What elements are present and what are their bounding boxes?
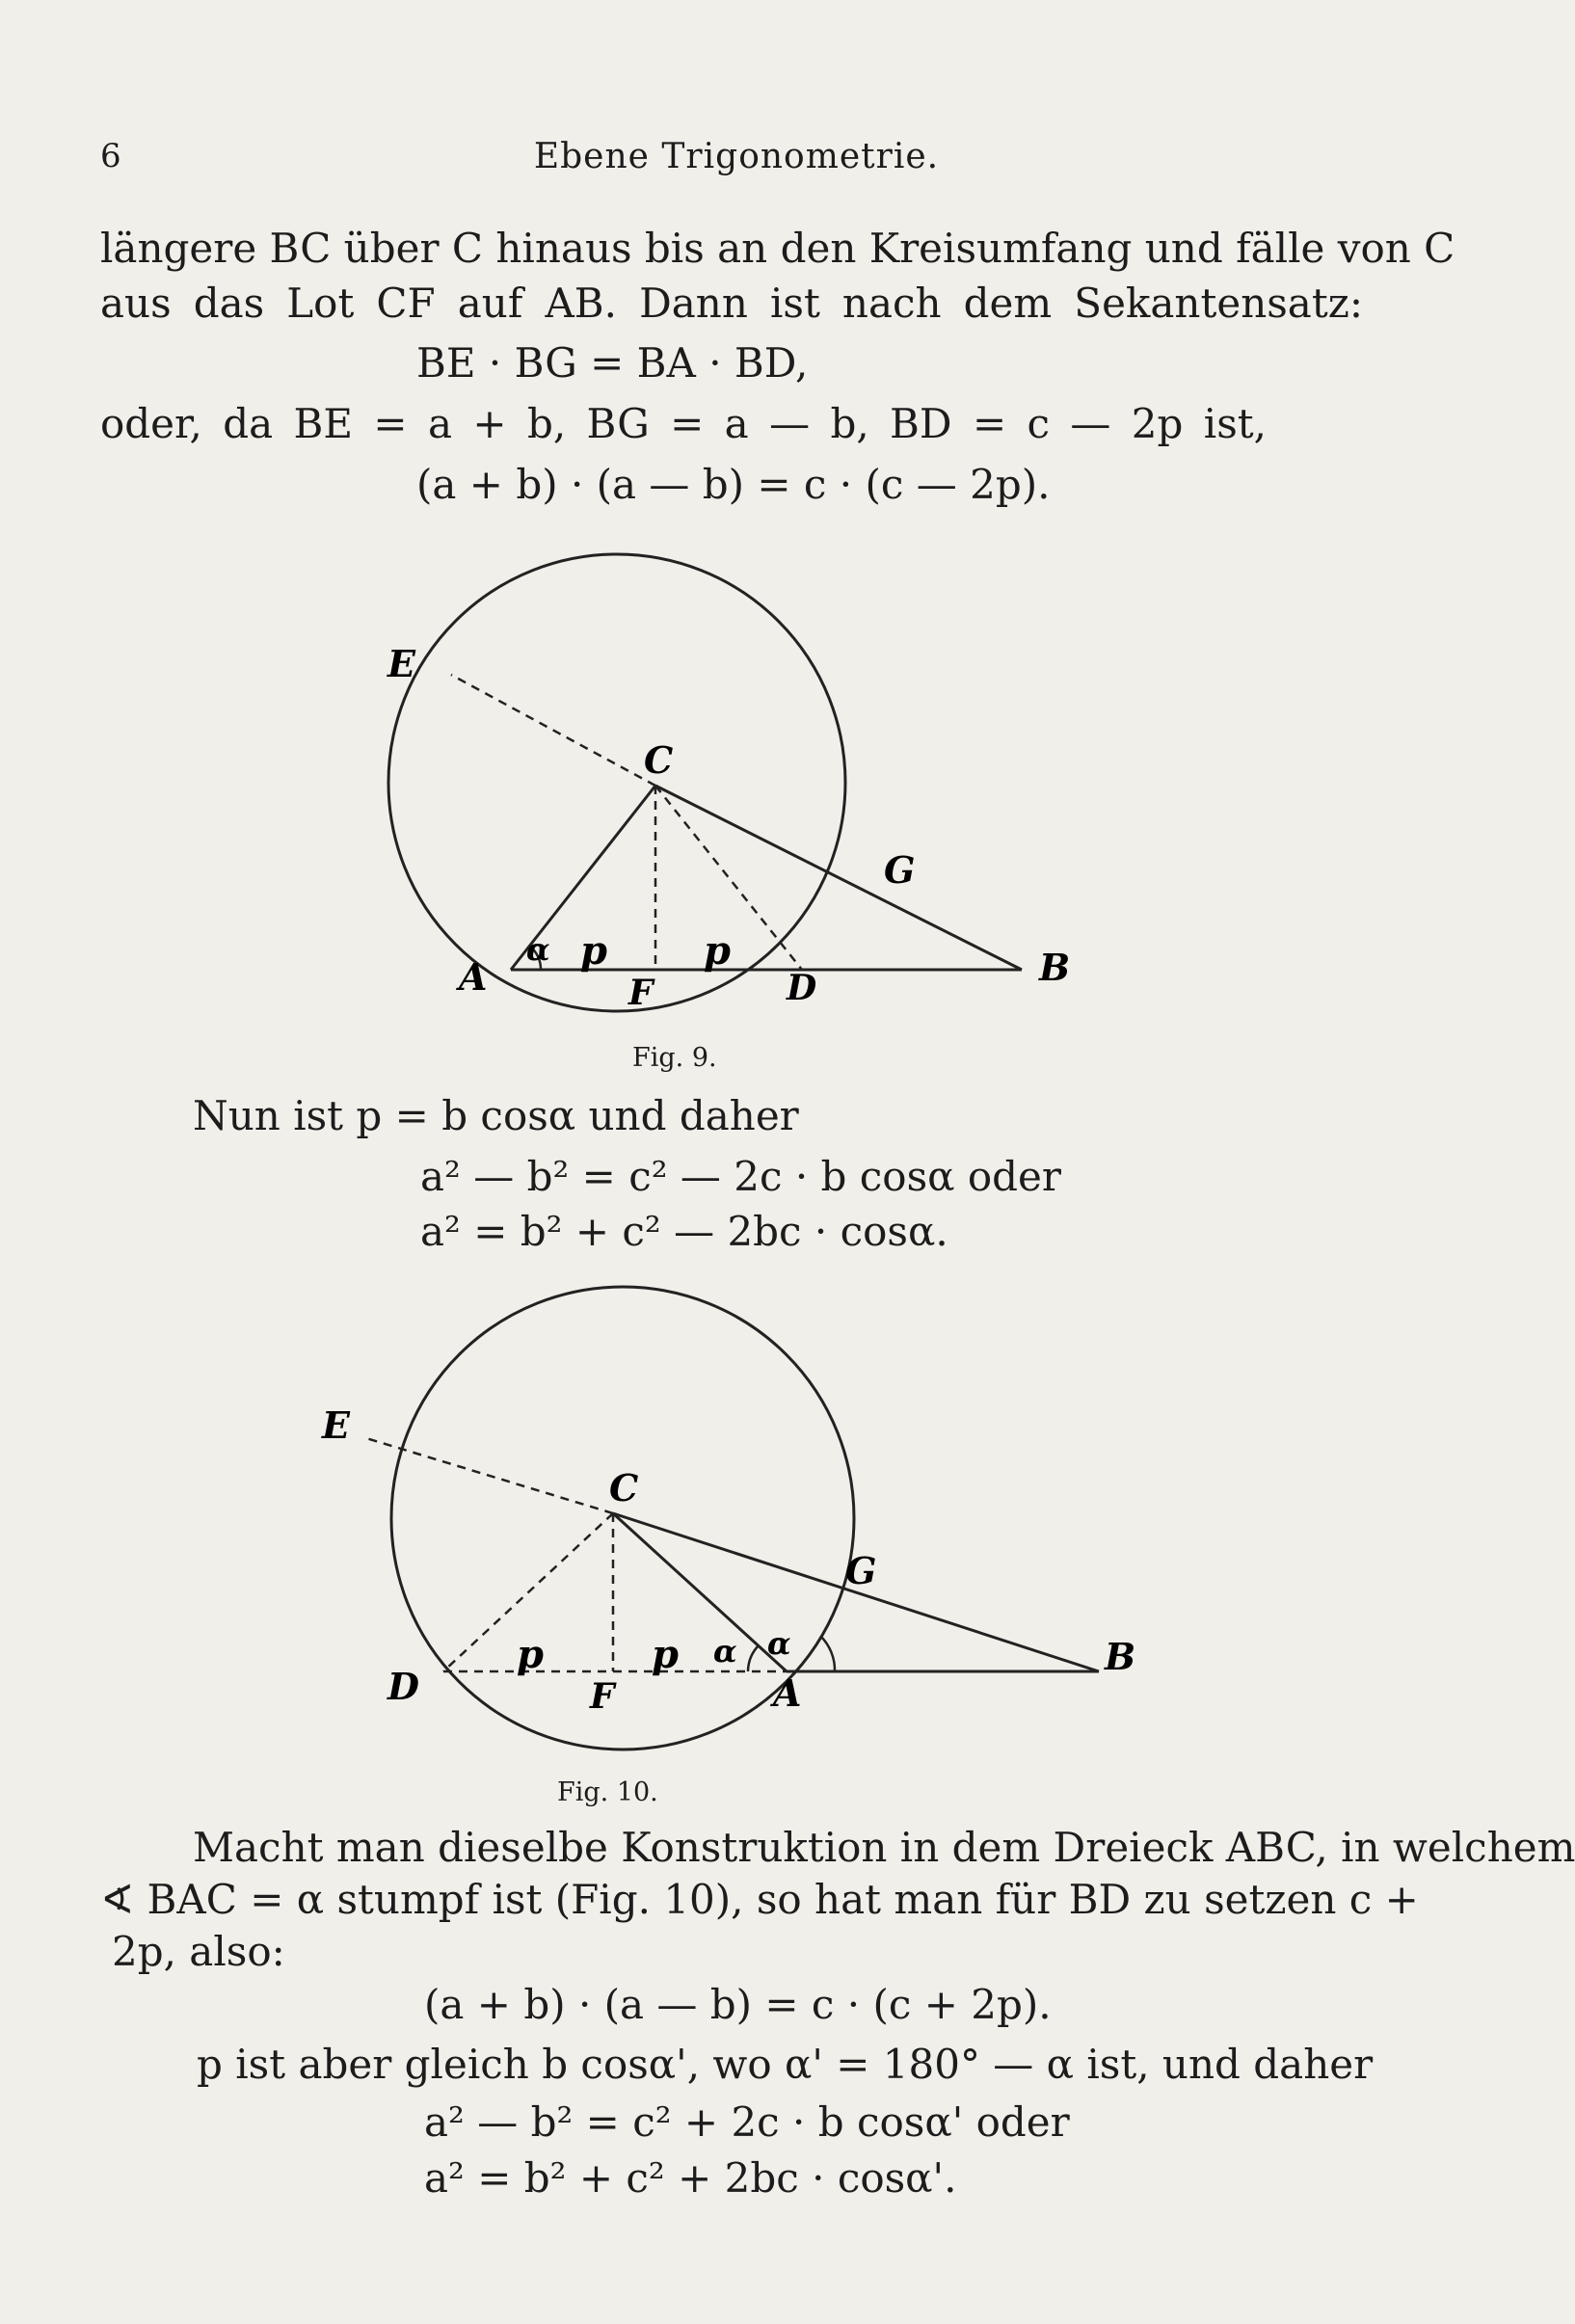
fig10-caption: Fig. 10.	[557, 1777, 658, 1807]
fig10-angle-arc-inner	[748, 1645, 759, 1671]
fig10-label-alpha-prime: α	[713, 1633, 737, 1670]
text-line-3: oder, da BE = a + b, BG = a — b, BD = c — 2p ist,	[100, 400, 1267, 447]
fig10-label-alpha: α	[767, 1625, 791, 1662]
fig10-label-b: B	[1105, 1635, 1136, 1678]
fig9-line-ce	[451, 675, 655, 786]
running-title: Ebene Trigonometrie.	[533, 137, 940, 176]
fig9-label-e: E	[387, 642, 415, 685]
text-line-4: Nun ist p = b cosα und daher	[193, 1092, 799, 1139]
fig9-circle	[388, 554, 845, 1011]
fig10-label-e: E	[322, 1403, 350, 1447]
fig9-label-p1: p	[580, 928, 607, 974]
fig9-label-c: C	[644, 738, 674, 782]
fig10-label-p2: p	[652, 1632, 679, 1677]
text-line-1: längere BC über C hinaus bis an den Kreisumfang und fälle von C	[100, 225, 1455, 272]
text-line-7: 2p, also:	[112, 1928, 285, 1975]
text-line-8: p ist aber gleich b cosα', wo α' = 180° — α ist, und daher	[197, 2041, 1374, 2088]
page-header	[100, 137, 1373, 185]
fig10-label-d: D	[387, 1665, 419, 1708]
fig9-caption: Fig. 9.	[632, 1043, 717, 1073]
fig10-label-g: G	[845, 1549, 877, 1592]
equation-cos-2: a² — b² = c² + 2c · b cosα' oder	[424, 2098, 1070, 2146]
fig9-label-g: G	[884, 848, 916, 892]
page-number: 6	[100, 137, 121, 175]
fig10-label-p1: p	[517, 1632, 544, 1677]
fig9-label-p2: p	[704, 928, 731, 974]
fig9-label-b: B	[1039, 946, 1071, 989]
fig9-label-f: F	[628, 973, 654, 1013]
fig10-label-c: C	[609, 1466, 639, 1509]
fig10-angle-arc-outer	[821, 1637, 835, 1671]
figure-10	[322, 1272, 1176, 1774]
equation-law-of-cosines-obtuse: a² = b² + c² + 2bc · cosα'.	[424, 2154, 957, 2202]
equation-law-of-cosines: a² = b² + c² — 2bc · cosα.	[420, 1208, 948, 1255]
fig10-line-cb	[613, 1513, 1099, 1671]
fig10-line-ce	[366, 1438, 613, 1513]
fig10-label-a: A	[773, 1671, 802, 1715]
text-line-6: ∢ BAC = α stumpf ist (Fig. 10), so hat man für BD zu setzen c +	[100, 1876, 1419, 1923]
text-line-2: aus das Lot CF auf AB. Dann ist nach dem Sekantensatz:	[100, 280, 1363, 327]
fig9-label-d: D	[787, 968, 817, 1008]
fig10-label-f: F	[590, 1676, 615, 1717]
equation-cos-1: a² — b² = c² — 2c · b cosα oder	[420, 1153, 1061, 1200]
equation-product: (a + b) · (a — b) = c · (c — 2p).	[416, 461, 1051, 508]
text-line-5: Macht man dieselbe Konstruktion in dem Dreieck ABC, in welchem	[193, 1824, 1575, 1871]
figure-9	[366, 540, 1099, 1031]
equation-secant: BE · BG = BA · BD,	[416, 339, 809, 387]
fig9-label-a: A	[459, 955, 488, 999]
fig10-line-ca	[613, 1513, 787, 1671]
fig9-label-alpha: α	[526, 931, 550, 968]
equation-obtuse-product: (a + b) · (a — b) = c · (c + 2p).	[424, 1981, 1052, 2028]
